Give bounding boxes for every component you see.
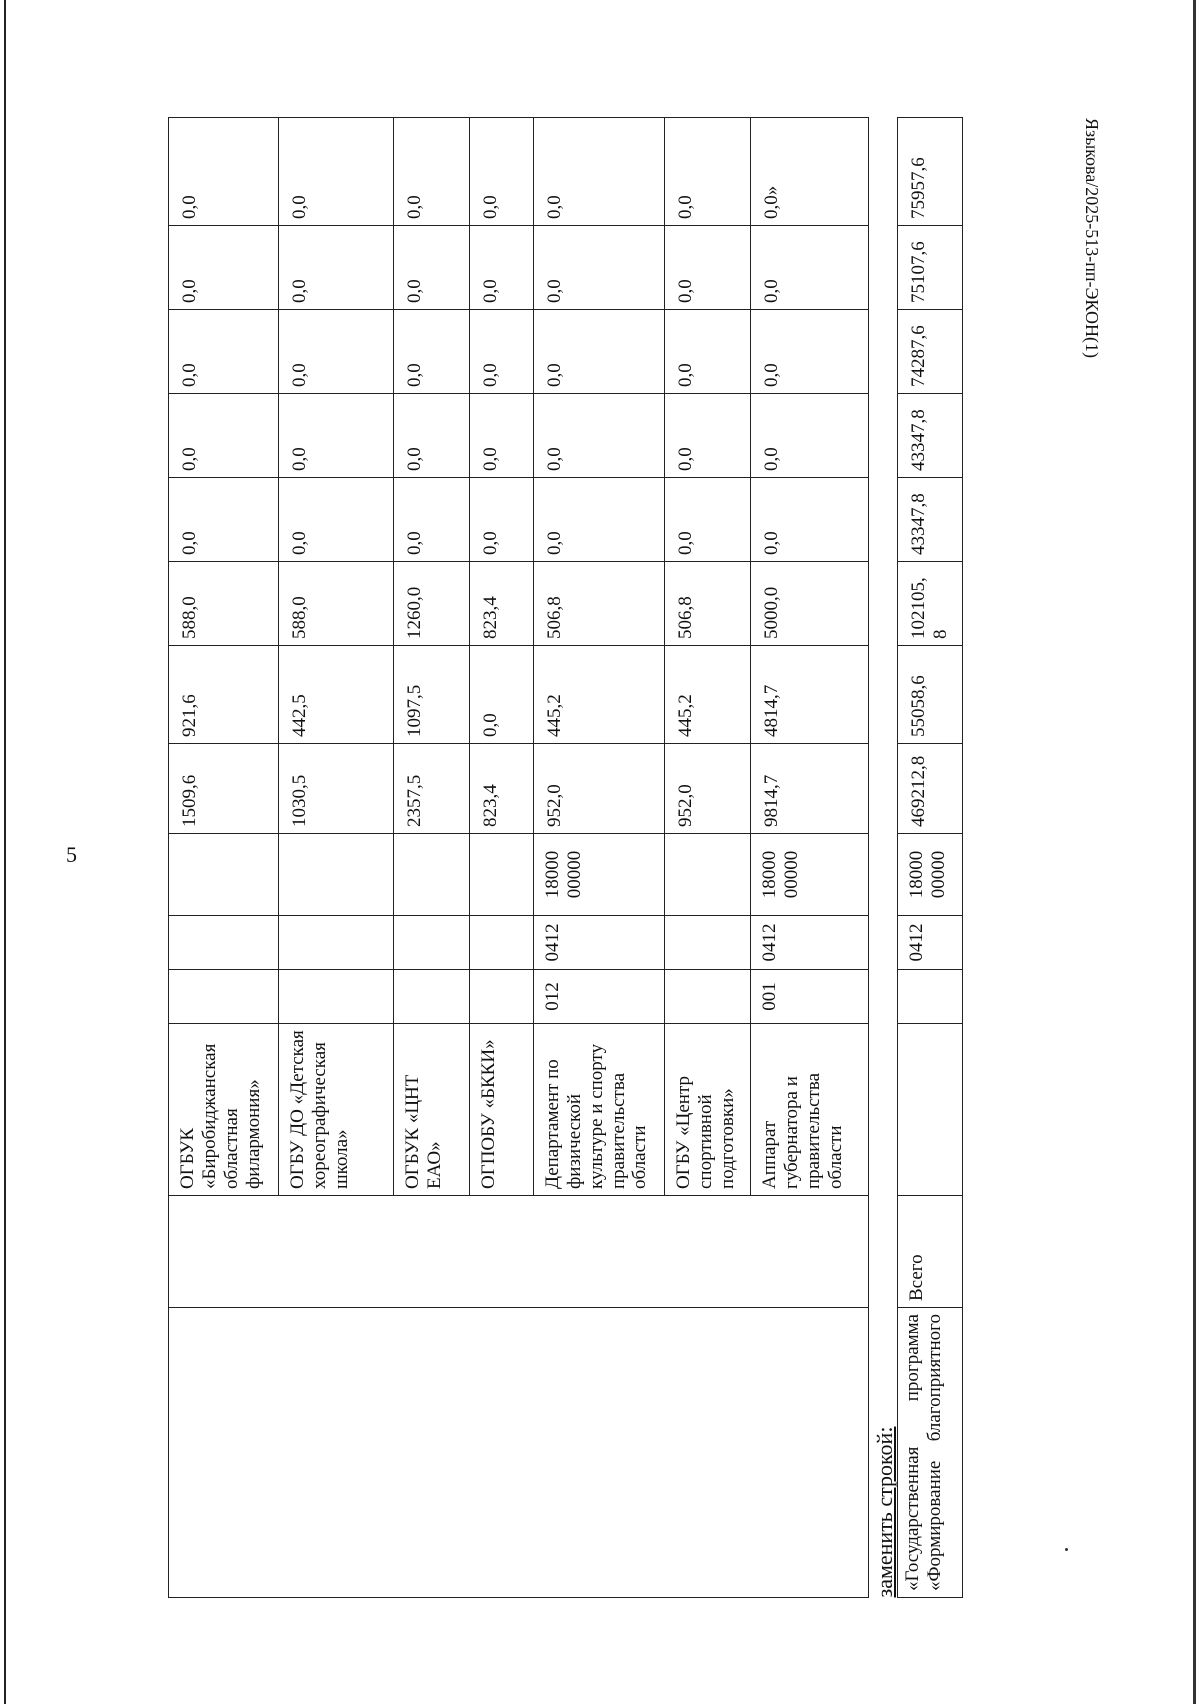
rzpr-cell: 0412 xyxy=(534,916,665,970)
csr-cell xyxy=(279,834,394,916)
value-cell: 75107,6 xyxy=(898,226,963,310)
value-cell: 0,0 xyxy=(751,478,869,562)
executor-cell: ОГБУК «Биробиджанская областная филармония» xyxy=(169,1024,279,1196)
value-cell: 102105,8 xyxy=(898,562,963,646)
program-name-cell-empty xyxy=(470,1308,534,1598)
rzpr-cell: 0412 xyxy=(751,916,869,970)
value-cell: 0,0 xyxy=(665,226,751,310)
executor-cell: ОГБУК «ЦНТ ЕАО» xyxy=(394,1024,470,1196)
value-cell: 0,0 xyxy=(394,118,470,226)
value-cell: 442,5 xyxy=(279,646,394,744)
program-name-cell-empty xyxy=(394,1308,470,1598)
program-name-cell-empty xyxy=(534,1308,665,1598)
value-cell: 0,0 xyxy=(534,310,665,394)
speck xyxy=(1065,1548,1068,1551)
value-cell: 55058,6 xyxy=(898,646,963,744)
table-row xyxy=(470,118,534,1598)
value-cell: 469212,8 xyxy=(898,744,963,834)
value-cell: 2357,5 xyxy=(394,744,470,834)
csr-cell: 18000 00000 xyxy=(751,834,869,916)
value-cell: 0,0 xyxy=(279,226,394,310)
rzpr-cell: 0412 xyxy=(898,916,963,970)
value-cell: 0,0 xyxy=(169,394,279,478)
value-cell: 823,4 xyxy=(470,562,534,646)
value-cell: 445,2 xyxy=(534,646,665,744)
program-name-l1b: программа xyxy=(902,1314,923,1402)
value-cell: 43347,8 xyxy=(898,478,963,562)
value-cell: 43347,8 xyxy=(898,394,963,478)
value-cell: 0,0 xyxy=(279,310,394,394)
value-cell: 0,0 xyxy=(394,478,470,562)
value-cell: 0,0 xyxy=(470,394,534,478)
rzpr-cell xyxy=(470,916,534,970)
csr-cell xyxy=(665,834,751,916)
program-name-cell-empty xyxy=(665,1308,751,1598)
value-cell: 4814,7 xyxy=(751,646,869,744)
value-cell: 0,0 xyxy=(534,118,665,226)
subprogram-cell-empty xyxy=(169,1196,279,1308)
value-cell: 0,0 xyxy=(279,478,394,562)
value-cell: 0,0 xyxy=(279,118,394,226)
table-row xyxy=(751,118,869,1598)
value-cell: 0,0» xyxy=(751,118,869,226)
grbs-cell xyxy=(279,970,394,1024)
value-cell: 0,0 xyxy=(169,310,279,394)
value-cell: 445,2 xyxy=(665,646,751,744)
value-cell: 0,0 xyxy=(394,226,470,310)
rotated-table-container xyxy=(168,118,968,1598)
value-cell: 5000,0 xyxy=(751,562,869,646)
value-cell: 952,0 xyxy=(534,744,665,834)
value-cell: 0,0 xyxy=(534,226,665,310)
subprogram-cell-empty xyxy=(751,1196,869,1308)
footer-stamp-text: Языкова/2025-513-пп-ЭКОН(1) xyxy=(1082,118,1102,358)
value-cell: 0,0 xyxy=(470,310,534,394)
csr-cell xyxy=(470,834,534,916)
value-cell: 0,0 xyxy=(169,478,279,562)
value-cell: 0,0 xyxy=(169,118,279,226)
executor-cell: ОГПОБУ «БККИ» xyxy=(470,1024,534,1196)
value-cell: 0,0 xyxy=(394,310,470,394)
subprogram-cell-empty xyxy=(534,1196,665,1308)
rzpr-cell xyxy=(394,916,470,970)
value-cell: 0,0 xyxy=(665,478,751,562)
value-cell: 0,0 xyxy=(751,226,869,310)
program-name-l2b: благоприятного xyxy=(923,1314,945,1442)
executor-cell: Аппарат губернатора и правительства области xyxy=(751,1024,869,1196)
program-name-cell-empty xyxy=(279,1308,394,1598)
csr-cell: 18000 00000 xyxy=(534,834,665,916)
replace-label-row xyxy=(869,118,898,1598)
value-cell: 0,0 xyxy=(279,394,394,478)
program-name-cell-empty xyxy=(751,1308,869,1598)
program-name-l1a: «Государственная xyxy=(902,1446,923,1591)
table-row xyxy=(169,118,279,1598)
csr-cell xyxy=(169,834,279,916)
value-cell: 0,0 xyxy=(665,394,751,478)
value-cell: 1260,0 xyxy=(394,562,470,646)
program-sub-cell: Всего xyxy=(898,1196,963,1308)
table-row xyxy=(394,118,470,1598)
subprogram-cell-empty xyxy=(470,1196,534,1308)
table-row xyxy=(665,118,751,1598)
replace-label: заменить строкой: xyxy=(871,1426,897,1598)
value-cell: 0,0 xyxy=(751,310,869,394)
value-cell: 75957,6 xyxy=(898,118,963,226)
value-cell: 1030,5 xyxy=(279,744,394,834)
rzpr-cell xyxy=(279,916,394,970)
footer-stamp xyxy=(1082,118,1200,358)
value-cell: 952,0 xyxy=(665,744,751,834)
value-cell: 588,0 xyxy=(279,562,394,646)
value-cell: 0,0 xyxy=(665,310,751,394)
rzpr-cell xyxy=(169,916,279,970)
program-name-cell-empty xyxy=(169,1308,279,1598)
grbs-cell: 012 xyxy=(534,970,665,1024)
value-cell: 0,0 xyxy=(751,394,869,478)
value-cell: 0,0 xyxy=(470,646,534,744)
table-body xyxy=(169,118,963,1598)
program-name-cell xyxy=(898,1308,963,1598)
subprogram-cell-empty xyxy=(279,1196,394,1308)
value-cell: 506,8 xyxy=(534,562,665,646)
csr-cell xyxy=(394,834,470,916)
value-cell: 1509,6 xyxy=(169,744,279,834)
subprogram-cell-empty xyxy=(665,1196,751,1308)
value-cell: 0,0 xyxy=(470,478,534,562)
csr-cell: 18000 00000 xyxy=(898,834,963,916)
value-cell: 921,6 xyxy=(169,646,279,744)
table-row xyxy=(534,118,665,1598)
value-cell: 823,4 xyxy=(470,744,534,834)
value-cell: 0,0 xyxy=(534,478,665,562)
value-cell: 1097,5 xyxy=(394,646,470,744)
program-row xyxy=(898,118,963,1598)
executor-cell: ОГБУ ДО «Детская хореографическая школа» xyxy=(279,1024,394,1196)
grbs-cell xyxy=(898,970,963,1024)
grbs-cell: 001 xyxy=(751,970,869,1024)
executor-cell: Департамент по физической культуре и спорту правительства области xyxy=(534,1024,665,1196)
value-cell: 74287,6 xyxy=(898,310,963,394)
scan-edge-right xyxy=(1193,0,1196,1704)
grbs-cell xyxy=(169,970,279,1024)
program-name-l2a: «Формирование xyxy=(923,1460,945,1591)
budget-table xyxy=(168,117,963,1598)
value-cell: 588,0 xyxy=(169,562,279,646)
page-number: 5 xyxy=(66,842,77,867)
grbs-cell xyxy=(394,970,470,1024)
value-cell: 0,0 xyxy=(470,118,534,226)
table-row xyxy=(279,118,394,1598)
grbs-cell xyxy=(470,970,534,1024)
value-cell: 9814,7 xyxy=(751,744,869,834)
executor-cell: ОГБУ «Центр спортивной подготовки» xyxy=(665,1024,751,1196)
value-cell: 0,0 xyxy=(534,394,665,478)
value-cell: 0,0 xyxy=(470,226,534,310)
value-cell: 0,0 xyxy=(394,394,470,478)
rzpr-cell xyxy=(665,916,751,970)
grbs-cell xyxy=(665,970,751,1024)
value-cell: 0,0 xyxy=(169,226,279,310)
value-cell: 506,8 xyxy=(665,562,751,646)
program-executor-empty xyxy=(898,1024,963,1196)
value-cell: 0,0 xyxy=(665,118,751,226)
subprogram-cell-empty xyxy=(394,1196,470,1308)
scan-edge-left xyxy=(4,0,6,1704)
